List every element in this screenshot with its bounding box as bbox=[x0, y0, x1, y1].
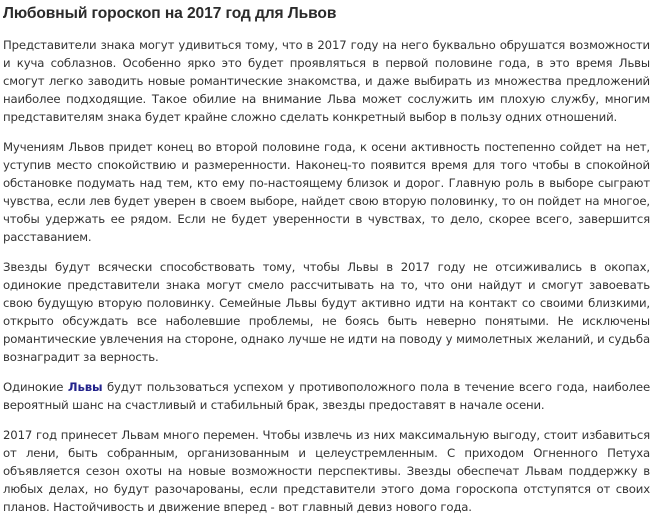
paragraph-5: 2017 год принесет Львам много перемен. Чтобы извлечь из них максимальную выгоду, стоит избавиться от лени, быть собранным, организованным и целеустремленным. С приходом Огненного Петуха объявляется сезон охоты на новые возможности перспективы. Звезды обеспечат Львам поддержку в любых делах, но будут разочарованы, если представители этого дома гороскопа отступятся от своих планов. Настойчивость и движение вперед - вот главный девиз нового года. bbox=[3, 428, 650, 514]
paragraph-4-prefix: Одинокие bbox=[3, 380, 68, 394]
article bbox=[3, 0, 650, 528]
article-body bbox=[3, 36, 650, 516]
paragraph-2: Мучениям Львов придет конец во второй половине года, к осени активность постепенно сойдет на нет, уступив место спокойствию и размеренности. Наконец-то появится время для того чтобы в спокойной обстановке подумать над тем, кто ему по-настоящему близок и дорог. Главную роль в выборе сыграют чувства, если лев будет уверен в своем выборе, найдет свою вторую половинку, то он пойдет на многое, чтобы удержать ее рядом. Если не будет уверенности в чувствах, то дело, скорее всего, завершится расставанием. bbox=[3, 140, 650, 244]
paragraph-3: Звезды будут всячески способствовать тому, чтобы Львы в 2017 году не отсиживались в окопах, одинокие представители знака могут смело рассчитывать на то, что они найдут и смогут завоевать свою будущую вторую половинку. Семейные Львы будут активно идти на контакт со своими близкими, открыто обсуждать все наболевшие проблемы, не боясь быть неверно понятыми. Не исключены романтические увлечения на стороне, однако лучше не идти на поводу у мимолетных желаний, и судьба вознаградит за верность. bbox=[3, 260, 650, 364]
sign-highlight: Львы bbox=[67, 380, 103, 394]
paragraph-4 bbox=[3, 378, 650, 414]
paragraph-1: Представители знака могут удивиться тому, что в 2017 году на него буквально обрушатся возможности и куча соблазнов. Особенно ярко это будет проявляться в первой половине года, в это время Львы смогут легко заводить новые романтические знакомства, и даже выбирать из множества предложений наиболее подходящие. Такое обилие на внимание Льва может сослужить им плохую службу, многим представителям знака будет крайне сложно сделать конкретный выбор в пользу одних отношений. bbox=[3, 38, 650, 124]
paragraph-4-suffix: будут пользоваться успехом у противоположного пола в течение всего года, наиболее вероятный шанс на счастливый и стабильный брак, звезды предоставят в начале осени. bbox=[3, 380, 650, 412]
page-title: Любовный гороскоп на 2017 год для Львов bbox=[3, 5, 337, 22]
